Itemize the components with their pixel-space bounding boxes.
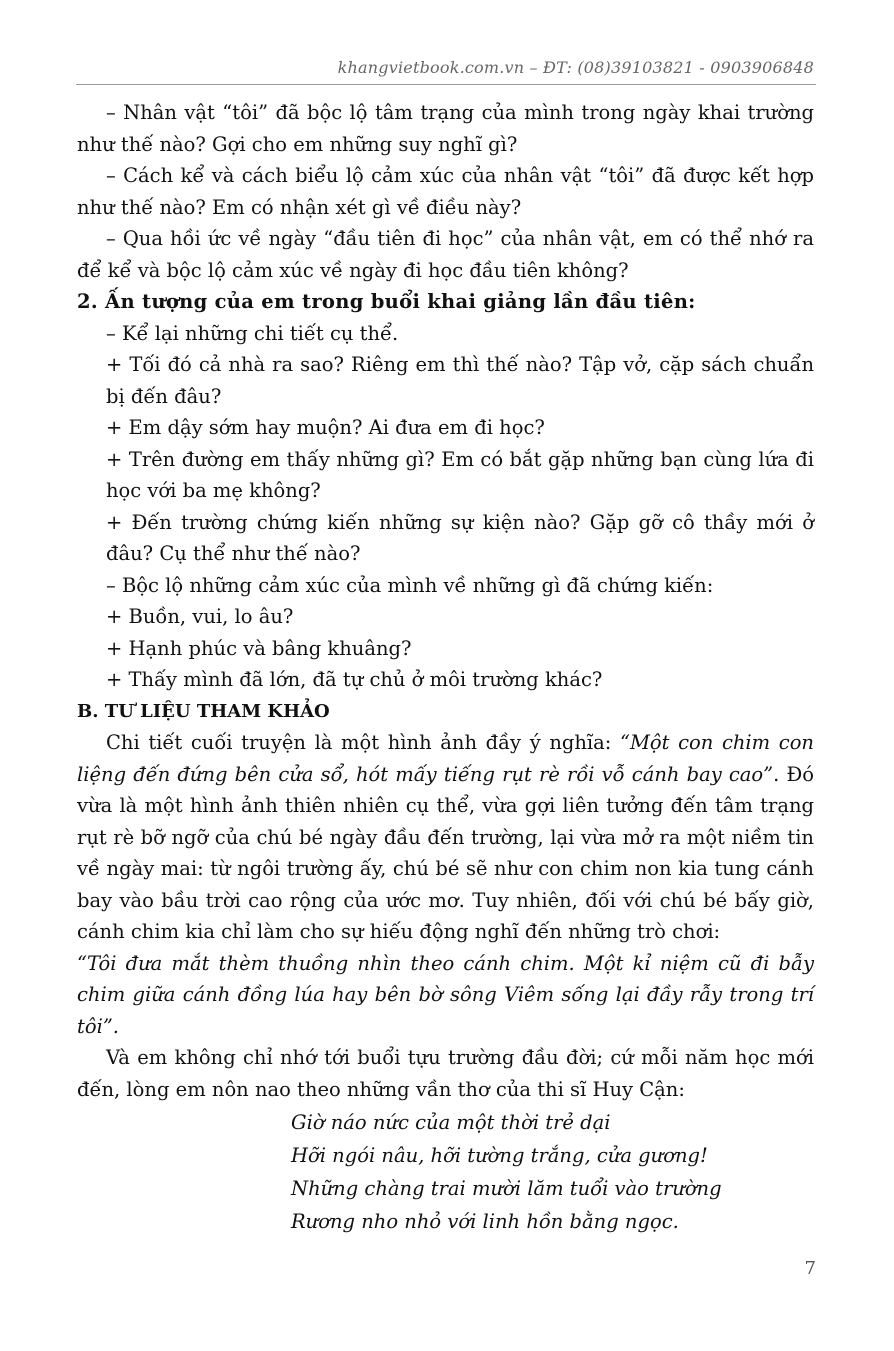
section-2-heading: 2. Ấn tượng của em trong buổi khai giảng lần đầu tiên: xyxy=(77,290,696,313)
question-paragraph: – Nhân vật “tôi” đã bộc lộ tâm trạng của mình trong ngày khai trường như thế nào? Gợi cho em những suy nghĩ gì? xyxy=(77,101,814,156)
question-paragraph: – Cách kể và cách biểu lộ cảm xúc của nhân vật “tôi” đã được kết hợp như thế nào? Em có nhận xét gì về điều này? xyxy=(77,164,814,219)
list-item: + Đến trường chứng kiến những sự kiện nào? Gặp gỡ cô thầy mới ở đâu? Cụ thể như thế nào? xyxy=(106,510,814,565)
header-divider xyxy=(76,84,816,85)
section-b-heading: B. TƯ LIỆU THAM KHẢO xyxy=(77,700,330,722)
page-number: 7 xyxy=(804,1258,816,1279)
list-item: + Trên đường em thấy những gì? Em có bắt gặp những bạn cùng lứa đi học với ba mẹ không? xyxy=(106,447,814,502)
list-item: – Bộc lộ những cảm xúc của mình về những gì đã chứng kiến: xyxy=(106,573,714,597)
body-paragraph xyxy=(77,727,814,948)
list-item: + Hạnh phúc và bâng khuâng? xyxy=(106,636,412,660)
paragraph-intro: Chi tiết cuối truyện là một hình ảnh đầy ý nghĩa: xyxy=(106,731,620,754)
poem-line: Rương nho nhỏ với linh hồn bằng ngọc. xyxy=(291,1210,679,1233)
question-paragraph: – Qua hồi ức về ngày “đầu tiên đi học” của nhân vật, em có thể nhớ ra để kể và bộc lộ cảm xúc về ngày đi học đầu tiên không? xyxy=(77,227,814,282)
block-quote: “Tôi đưa mắt thèm thuồng nhìn theo cánh chim. Một kỉ niệm cũ đi bẫy chim giữa cánh đồng lúa hay bên bờ sông Viêm sống lại đầy rẫy trong trí tôi”. xyxy=(77,951,814,1038)
poem-line: Những chàng trai mười lăm tuổi vào trường xyxy=(291,1177,722,1200)
inline-quote: “Một con chim con liệng đến đứng bên cửa sổ, hót mấy tiếng rụt rè rồi vỗ cánh bay cao” xyxy=(77,731,814,786)
list-item: + Em dậy sớm hay muộn? Ai đưa em đi học? xyxy=(106,416,545,439)
page-header: khangvietbook.com.vn – ĐT: (08)39103821 - 0903906848 xyxy=(337,58,814,77)
poem-line: Giờ náo nức của một thời trẻ dại xyxy=(291,1111,611,1134)
list-item: + Tối đó cả nhà ra sao? Riêng em thì thế nào? Tập vở, cặp sách chuẩn bị đến đâu? xyxy=(106,353,814,408)
list-item: + Thấy mình đã lớn, đã tự chủ ở môi trường khác? xyxy=(106,668,603,691)
poem-line: Hỡi ngói nâu, hỡi tường trắng, cửa gương! xyxy=(291,1144,708,1167)
page-content xyxy=(77,97,814,1238)
paragraph-text: . Đó vừa là một hình ảnh thiên nhiên cụ thể, vừa gợi liên tưởng đến tâm trạng rụt rè bỡ ngỡ của chú bé ngày đầu đến trường, lại vừa mở ra một niềm tin về ngày mai: từ ngôi trường ấy, chú bé sẽ như con chim non kia tung cánh bay vào bầu trời cao rộng của ước mơ. Tuy nhiên, đối với chú bé bấy giờ, cánh chim kia chỉ làm cho sự hiếu động nghĩ đến những trò chơi: xyxy=(77,762,814,943)
poem xyxy=(291,1106,814,1238)
list-item: – Kể lại những chi tiết cụ thể. xyxy=(106,321,399,345)
list-item: + Buồn, vui, lo âu? xyxy=(106,605,294,628)
body-paragraph: Và em không chỉ nhớ tới buổi tựu trường đầu đời; cứ mỗi năm học mới đến, lòng em nôn nao theo những vần thơ của thi sĩ Huy Cận: xyxy=(77,1046,814,1101)
